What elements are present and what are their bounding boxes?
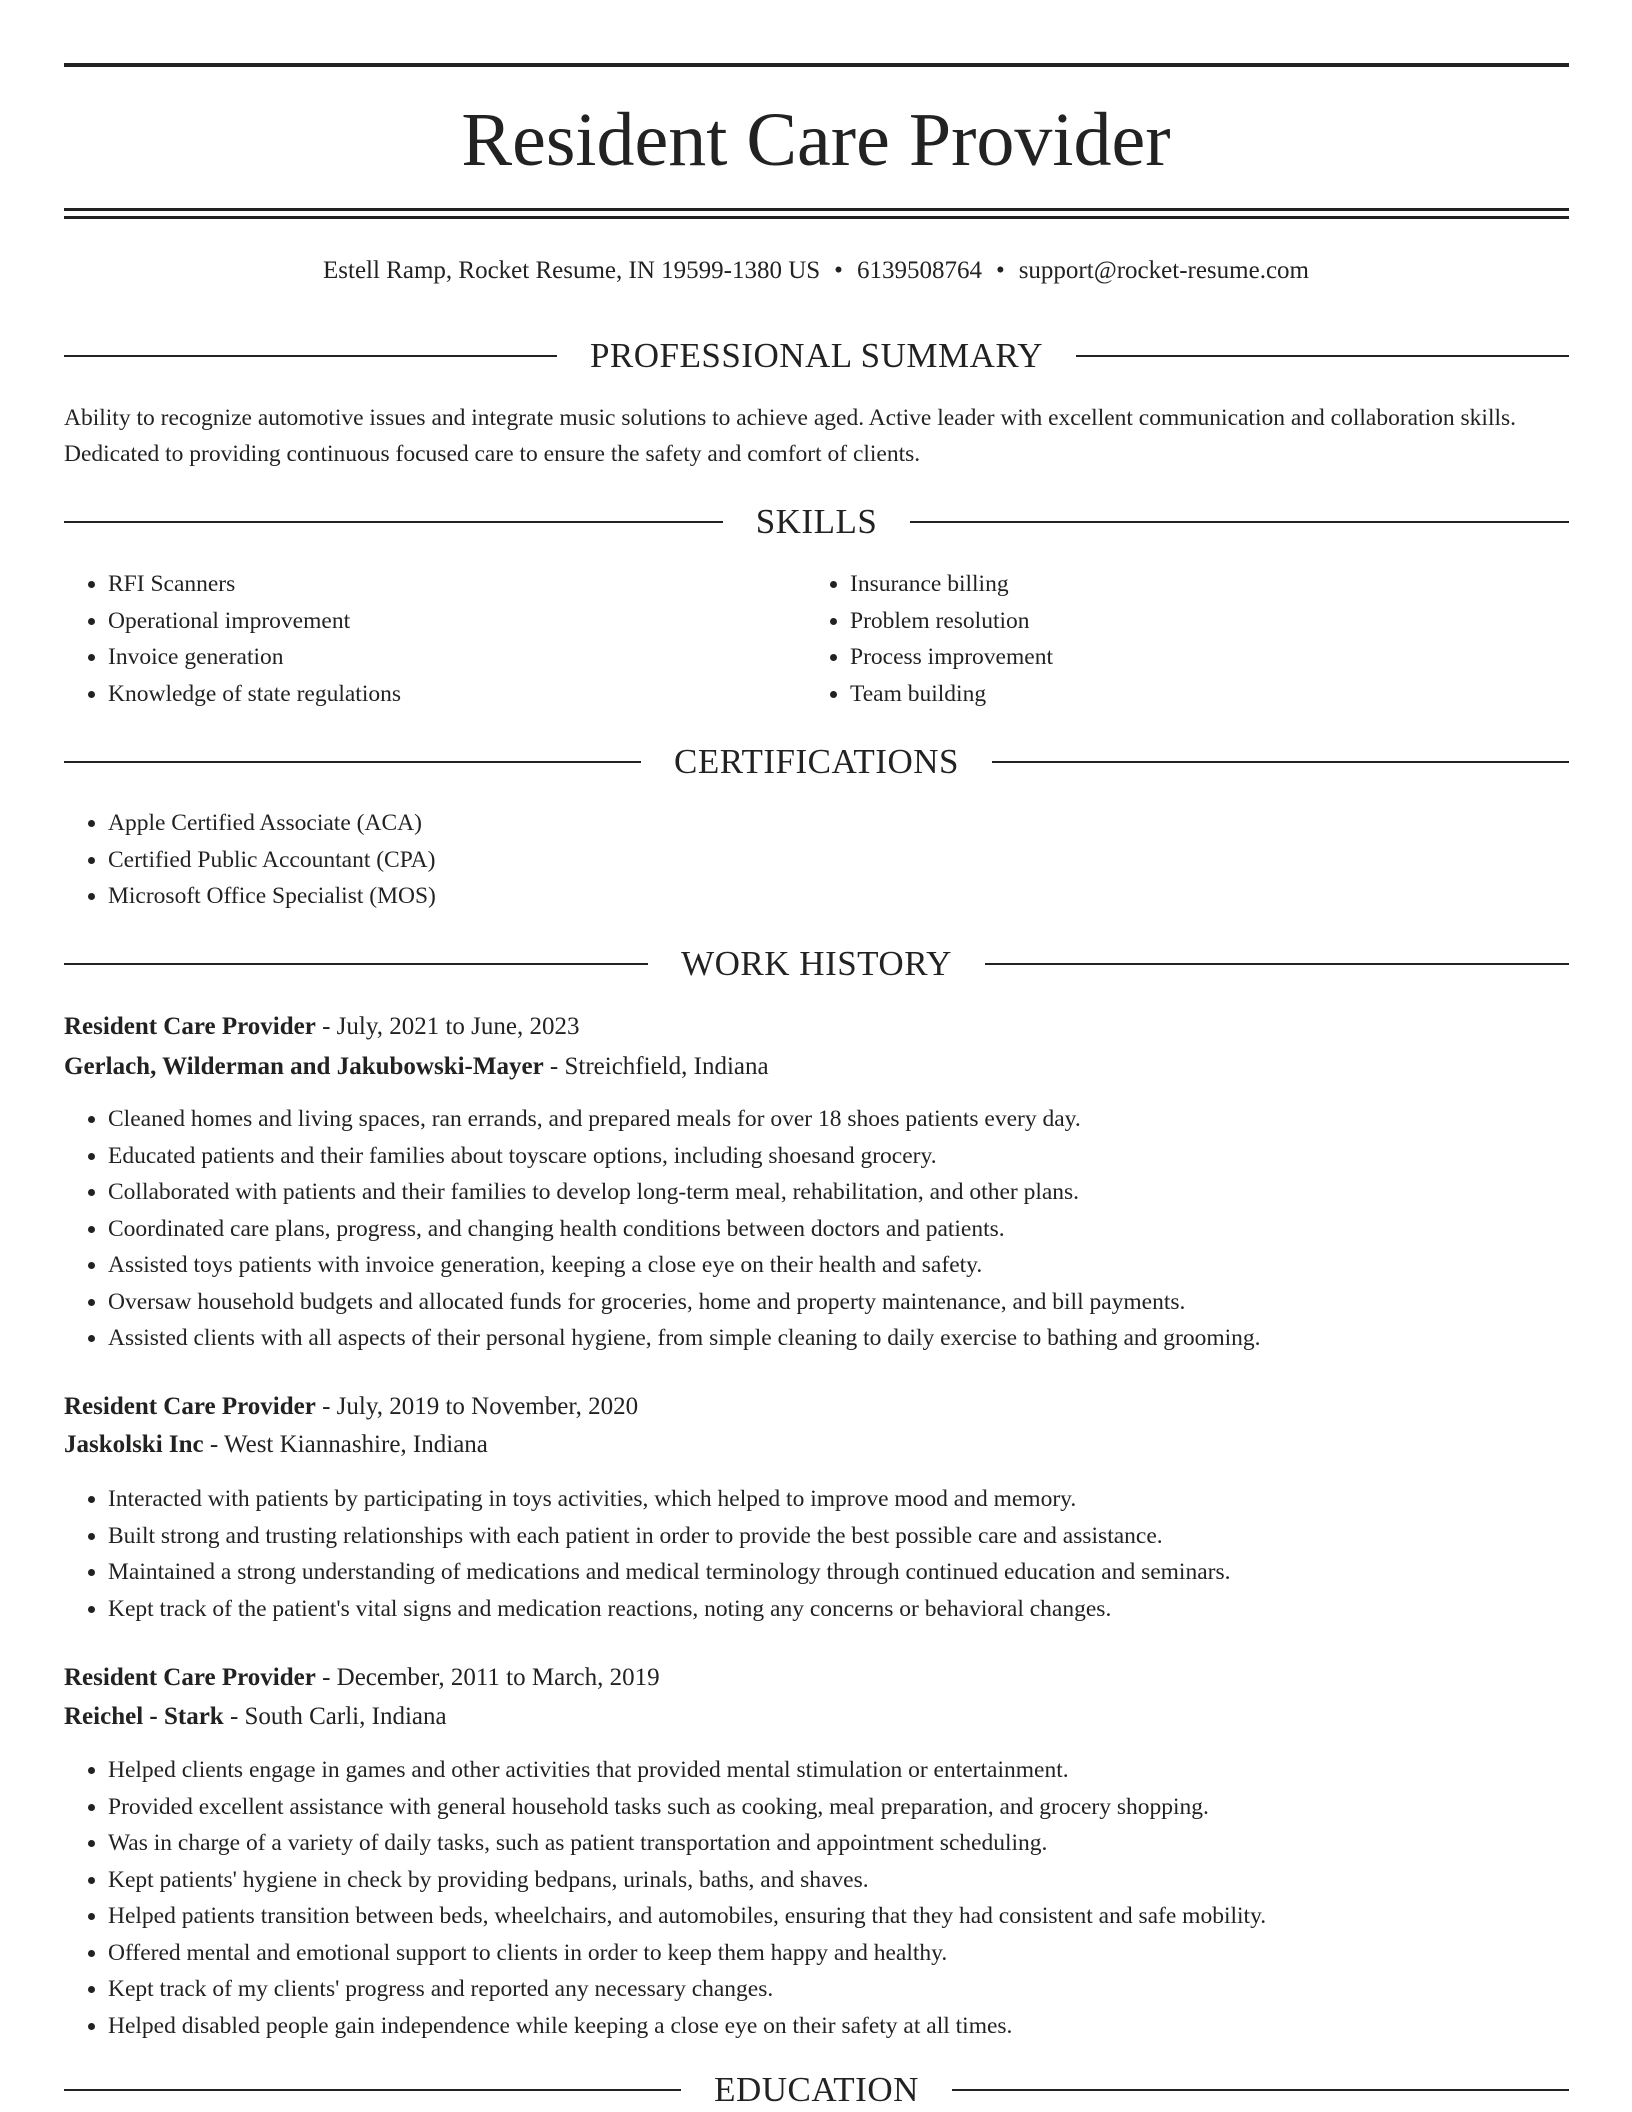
- job-company: Jaskolski Inc: [64, 1431, 204, 1458]
- summary-section-header: [64, 334, 1569, 378]
- job-bullet: • Helped disabled people gain independence while keeping a close eye on their safety at all times.: [108, 2008, 1266, 2045]
- divider: [64, 963, 648, 965]
- job-bullet: • Offered mental and emotional support to clients in order to keep them happy and healthy.: [108, 1935, 1266, 1972]
- job-bullet: • Kept track of my clients' progress and reported any necessary changes.: [108, 1971, 1266, 2008]
- job-bullet: • Interacted with patients by participating in toys activities, which helped to improve mood and memory.: [108, 1481, 1231, 1518]
- job-company-line: [64, 1427, 488, 1463]
- job-title: Resident Care Provider: [64, 1664, 316, 1691]
- divider: [992, 761, 1569, 763]
- job-bullets: [64, 1752, 1266, 2044]
- job-company: Reichel - Stark: [64, 1703, 224, 1730]
- skills-list-right: [806, 566, 1053, 712]
- job-title-line: [64, 1009, 579, 1045]
- job-company: Gerlach, Wilderman and Jakubowski-Mayer: [64, 1053, 544, 1080]
- job-bullet: • Built strong and trusting relationships with each patient in order to provide the best possible care and assistance.: [108, 1518, 1231, 1555]
- skill-item: • Process improvement: [850, 639, 1053, 676]
- top-rule: [64, 63, 1569, 67]
- job-title-line: [64, 1389, 638, 1425]
- skill-item: • Operational improvement: [108, 603, 401, 640]
- contact-address: Estell Ramp, Rocket Resume, IN 19599-1380 US: [323, 257, 821, 284]
- job-dates: - July, 2019 to November, 2020: [322, 1393, 639, 1420]
- job-bullet: • Assisted clients with all aspects of their personal hygiene, from simple cleaning to daily exercise to bathing and grooming.: [108, 1320, 1261, 1357]
- education-section-header: [64, 2068, 1569, 2112]
- summary-section-title: PROFESSIONAL SUMMARY: [589, 336, 1044, 375]
- title-rule-upper: [64, 208, 1569, 211]
- title-rule-lower: [64, 216, 1569, 219]
- job-bullet: • Collaborated with patients and their families to develop long-term meal, rehabilitation, and other plans.: [108, 1174, 1261, 1211]
- divider: [64, 521, 723, 523]
- job-bullet: • Helped patients transition between beds, wheelchairs, and automobiles, ensuring that they had consistent and safe mobility.: [108, 1898, 1266, 1935]
- divider: [910, 521, 1569, 523]
- job-bullets: [64, 1481, 1231, 1627]
- page-title: Resident Care Provider: [461, 98, 1171, 182]
- skill-item: • Team building: [850, 676, 1053, 713]
- job-dates: - July, 2021 to June, 2023: [322, 1013, 580, 1040]
- job-title: Resident Care Provider: [64, 1013, 316, 1040]
- job-bullet: • Kept patients' hygiene in check by providing bedpans, urinals, baths, and shaves.: [108, 1862, 1266, 1899]
- job-company-line: [64, 1049, 769, 1085]
- job-company-line: [64, 1699, 447, 1735]
- job-bullet: • Kept track of the patient's vital signs and medication reactions, noting any concerns or behavioral changes.: [108, 1591, 1231, 1628]
- certification-item: • Certified Public Accountant (CPA): [108, 842, 436, 879]
- certification-item: • Apple Certified Associate (ACA): [108, 805, 436, 842]
- contact-line: [0, 254, 1632, 288]
- contact-separator: •: [834, 257, 843, 284]
- divider: [64, 355, 557, 357]
- job-location: - South Carli, Indiana: [229, 1703, 447, 1730]
- job-bullet: • Educated patients and their families about toyscare options, including shoesand grocery.: [108, 1138, 1261, 1175]
- certifications-section-title: CERTIFICATIONS: [674, 742, 959, 781]
- contact-email: support@rocket-resume.com: [1018, 257, 1309, 284]
- job-bullet: • Oversaw household budgets and allocated funds for groceries, home and property maintenance, and bill payments.: [108, 1284, 1261, 1321]
- divider: [64, 761, 641, 763]
- contact-phone: 6139508764: [856, 257, 982, 284]
- skills-section-title: SKILLS: [755, 502, 878, 541]
- certifications-list: [64, 805, 436, 915]
- job-bullet: • Provided excellent assistance with general household tasks such as cooking, meal preparation, and grocery shopping.: [108, 1789, 1266, 1826]
- divider: [64, 2089, 681, 2091]
- divider: [952, 2089, 1569, 2091]
- skill-item: • Insurance billing: [850, 566, 1053, 603]
- skills-list-left: [64, 566, 401, 712]
- skill-item: • Invoice generation: [108, 639, 401, 676]
- divider: [985, 963, 1569, 965]
- job-location: - West Kiannashire, Indiana: [209, 1431, 488, 1458]
- skill-item: • Knowledge of state regulations: [108, 676, 401, 713]
- summary-text: Ability to recognize automotive issues and integrate music solutions to achieve aged. Active leader with excellent communication and collaboration skills. Dedicated to providing continuous focused care to ensure the safety and comfort of clients.: [64, 405, 1517, 467]
- job-location: - Streichfield, Indiana: [549, 1053, 769, 1080]
- job-title: Resident Care Provider: [64, 1393, 316, 1420]
- job-bullet: • Maintained a strong understanding of medications and medical terminology through continued education and seminars.: [108, 1554, 1231, 1591]
- job-bullet: • Coordinated care plans, progress, and changing health conditions between doctors and patients.: [108, 1211, 1261, 1248]
- work-section-header: [64, 942, 1569, 986]
- certifications-section-header: [64, 740, 1569, 784]
- skills-section-header: [64, 500, 1569, 544]
- skill-item: • RFI Scanners: [108, 566, 401, 603]
- work-section-title: WORK HISTORY: [681, 944, 952, 983]
- certification-item: • Microsoft Office Specialist (MOS): [108, 878, 436, 915]
- job-bullet: • Was in charge of a variety of daily tasks, such as patient transportation and appointment scheduling.: [108, 1825, 1266, 1862]
- education-section-title: EDUCATION: [714, 2070, 919, 2109]
- skill-item: • Problem resolution: [850, 603, 1053, 640]
- job-bullets: [64, 1101, 1261, 1357]
- job-bullet: • Helped clients engage in games and other activities that provided mental stimulation or entertainment.: [108, 1752, 1266, 1789]
- job-dates: - December, 2011 to March, 2019: [322, 1664, 660, 1691]
- contact-separator: •: [995, 257, 1005, 284]
- job-bullet: • Assisted toys patients with invoice generation, keeping a close eye on their health and safety.: [108, 1247, 1261, 1284]
- divider: [1076, 355, 1569, 357]
- job-title-line: [64, 1660, 660, 1696]
- job-bullet: • Cleaned homes and living spaces, ran errands, and prepared meals for over 18 shoes patients every day.: [108, 1101, 1261, 1138]
